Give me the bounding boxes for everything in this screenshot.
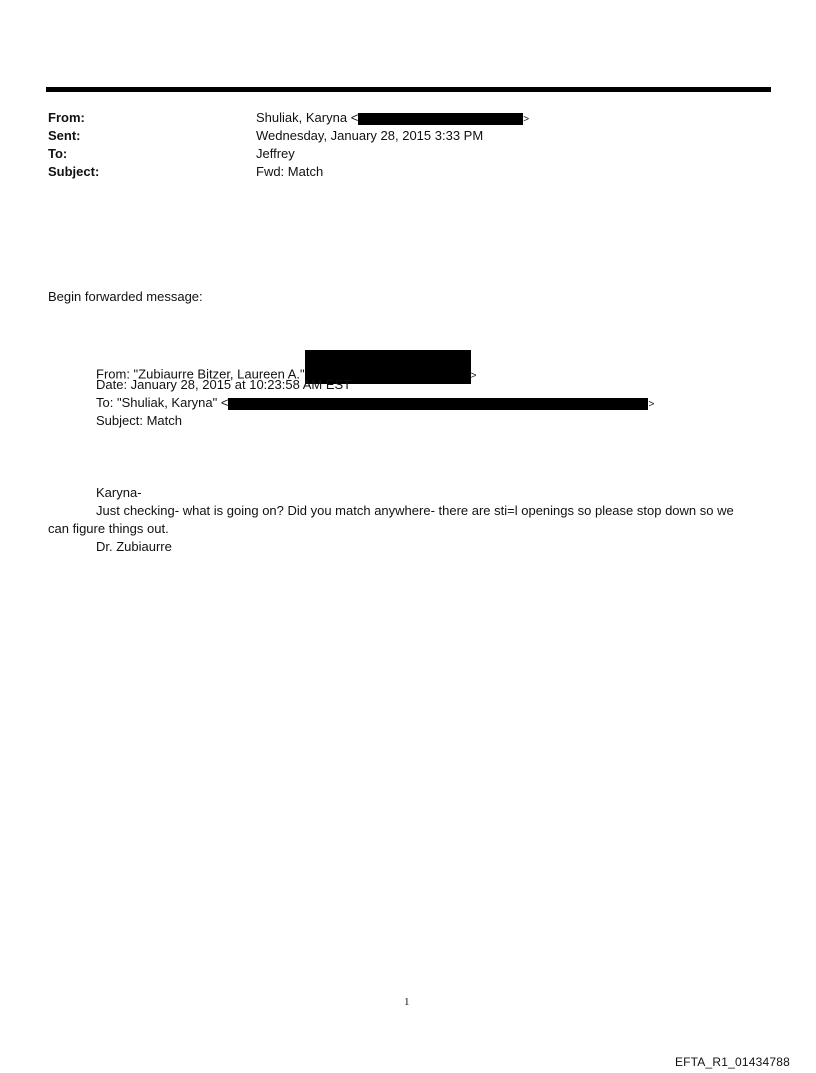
subject-label: Subject: <box>48 164 100 179</box>
body-line-1: Just checking- what is going on? Did you match anywhere- there are sti=l openings so please stop down so we <box>96 503 734 518</box>
fwd-from-close-bracket: > <box>470 370 477 382</box>
document-id: EFTA_R1_01434788 <box>674 1055 790 1069</box>
fwd-to: To: "Shuliak, Karyna" <box>96 395 218 410</box>
page-number: 1 <box>404 996 410 1008</box>
fwd-subject-row <box>96 412 654 430</box>
fwd-to-close-bracket: > <box>648 399 655 410</box>
from-label: From: <box>48 110 85 125</box>
fwd-subject: Subject: Match <box>96 413 182 428</box>
fwd-date-row <box>96 376 654 394</box>
redaction-box <box>228 398 648 410</box>
to-label: To: <box>48 146 68 161</box>
from-value: Shuliak, Karyna <box>256 110 348 125</box>
fwd-to-open-bracket: < <box>220 395 229 410</box>
header-rule <box>46 87 771 92</box>
body-line-2: can figure things out. <box>48 521 169 536</box>
fwd-from-row <box>96 358 654 382</box>
fwd-from: From: "Zubiaurre Bitzer, Laureen A." <box>96 366 305 382</box>
begin-forwarded-text: Begin forwarded message: <box>48 289 203 304</box>
sent-label: Sent: <box>48 128 81 143</box>
redaction-box <box>358 113 523 125</box>
from-close-bracket: > <box>523 114 530 125</box>
message-body <box>48 484 768 556</box>
signature: Dr. Zubiaurre <box>96 539 172 554</box>
fwd-date: Date: January 28, 2015 at 10:23:58 AM EST <box>96 377 352 392</box>
subject-value: Fwd: Match <box>256 164 324 179</box>
to-value: Jeffrey <box>256 146 295 161</box>
from-open-bracket: < <box>350 110 359 125</box>
greeting: Karyna- <box>96 485 142 500</box>
fwd-to-row <box>96 394 654 412</box>
from-value-wrap <box>256 109 529 129</box>
forwarded-header <box>96 358 654 430</box>
sent-value: Wednesday, January 28, 2015 3:33 PM <box>256 128 484 143</box>
